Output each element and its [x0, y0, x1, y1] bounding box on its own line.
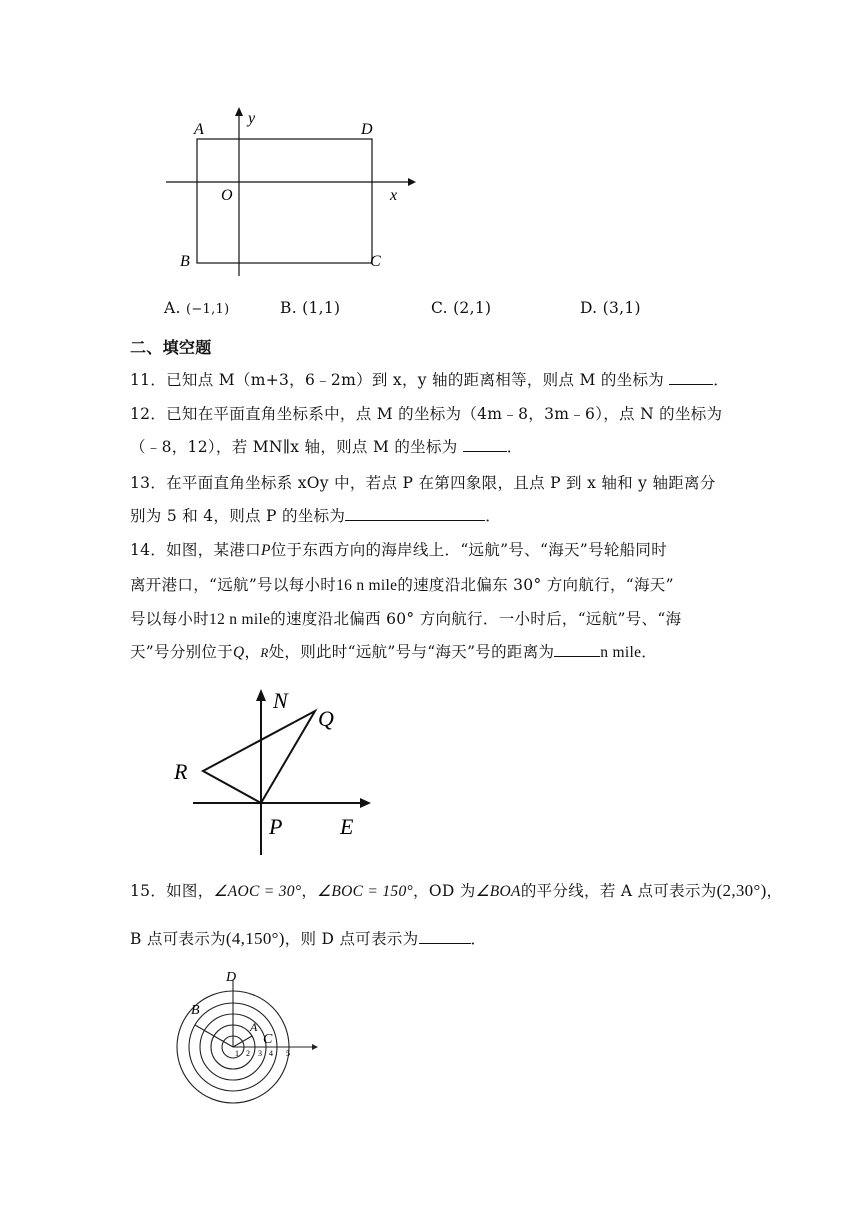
q12-text: （﹣8，12），若 MN∥x 轴，则点 M 的坐标为 [130, 438, 463, 456]
question-13-line2 [130, 506, 501, 526]
polar-rings-figure [160, 962, 330, 1112]
option-c [431, 298, 491, 318]
label-C: C [370, 253, 381, 270]
q11-text: 11．已知点 M（m+3，6﹣2m）到 x，y 轴的距离相等，则点 M 的坐标为 [130, 371, 670, 389]
q15-l1d: ， [766, 882, 783, 900]
section-title: 二、填空题 [130, 338, 212, 357]
option-b-value: (1,1) [302, 299, 341, 317]
option-b-letter: B. [280, 299, 297, 317]
tick-2: 2 [246, 1049, 250, 1058]
question-14-line2 [130, 575, 674, 596]
q14-l4e: 处，则此时“远航”号与“海天”号的距离为 [268, 643, 555, 661]
label-C: C [263, 1032, 273, 1047]
q15-l1c: 的平分线，若 A 点可表示为 [520, 882, 717, 900]
q15-blank [419, 929, 471, 944]
q15-l2a: B 点可表示为 [130, 930, 226, 948]
option-a-letter: A. [164, 299, 181, 317]
question-14-line4 [130, 642, 657, 663]
question-11 [130, 370, 729, 390]
question-14-line3 [130, 609, 681, 630]
q14-point-q: Q [233, 644, 245, 661]
label-A: A [194, 121, 204, 138]
q13-text: 别为 5 和 4，则点 P 的坐标为 [130, 507, 346, 525]
tick-3: 3 [258, 1049, 262, 1058]
option-c-letter: C. [431, 299, 448, 317]
q15-l1b: ，OD 为 [413, 882, 476, 900]
option-d-letter: D. [580, 299, 598, 317]
q15-angle-aoc: ∠AOC = 30° [213, 883, 302, 900]
tick-5: 5 [286, 1049, 290, 1058]
q14-point-p: P [260, 542, 271, 559]
question-12-line2 [130, 437, 523, 457]
q14-point-r: R [260, 645, 269, 660]
q12-blank [463, 437, 507, 452]
q12-end: ． [506, 438, 523, 456]
q14-speed2: 12 n mile [209, 611, 271, 628]
q15-angle-boc: ∠BOC = 150° [317, 883, 414, 900]
q14-l3c: 的速度沿北偏西 60° 方向航行．一小时后，“远航”号、“海 [270, 610, 682, 628]
q14-l1c: 位于东西方向的海岸线上．“远航”号、“海天”号轮船同时 [270, 541, 668, 559]
tick-1: 1 [235, 1049, 239, 1058]
option-c-value: (2,1) [453, 299, 492, 317]
label-R: R [174, 759, 188, 784]
question-12-line1: 12．已知在平面直角坐标系中，点 M 的坐标为（4m﹣8，3m﹣6），点 N 的坐标为 [130, 405, 723, 423]
label-O: O [221, 187, 233, 204]
port-direction-figure [168, 682, 388, 862]
label-P: P [269, 814, 283, 839]
label-E: E [340, 814, 354, 839]
q15-l1a: 15．如图， [130, 882, 214, 900]
q14-l3a: 号以每小时 [130, 610, 210, 628]
label-N: N [273, 688, 288, 713]
question-15-line1 [130, 881, 782, 902]
q14-l4a: 天”号分别位于 [130, 643, 234, 661]
label-Q: Q [318, 706, 334, 731]
tick-4: 4 [269, 1049, 273, 1058]
q15-angle-boa: ∠BOA [475, 883, 521, 900]
option-a-value: (−1,1) [185, 302, 230, 317]
q14-speed1: 16 n mile [336, 577, 398, 594]
q14-l1a: 14．如图，某港口 [130, 541, 261, 559]
question-14-line1 [130, 540, 667, 561]
label-x: x [390, 187, 398, 204]
option-b [280, 298, 340, 318]
option-a [164, 298, 229, 320]
q15-coord-a: (2,30°) [716, 881, 767, 900]
rectangle-coordinate-figure [160, 100, 420, 285]
q15-coord-b: (4,150°) [225, 929, 285, 948]
q14-unit: n mile． [600, 644, 658, 661]
label-B: B [180, 253, 190, 270]
label-D: D [361, 121, 373, 138]
q15-l2b: ，则 D 点可表示为 [284, 930, 419, 948]
q14-l2a: 离开港口，“远航”号以每小时 [130, 576, 337, 594]
q15-end: ． [470, 930, 487, 948]
q14-l4c: ， [244, 643, 261, 661]
q11-blank [669, 370, 713, 385]
label-A: A [250, 1020, 258, 1034]
q11-end: ． [713, 371, 730, 389]
option-d [580, 298, 641, 318]
q13-end: ． [485, 507, 502, 525]
q14-blank [554, 642, 600, 657]
q15-sep1: ， [301, 882, 318, 900]
label-y: y [248, 110, 256, 127]
question-15-line2 [130, 929, 486, 949]
q13-blank [345, 506, 485, 521]
label-B: B [191, 1003, 200, 1018]
q14-l2c: 的速度沿北偏东 30° 方向航行，“海天” [397, 576, 674, 594]
label-D: D [226, 970, 237, 985]
option-d-value: (3,1) [602, 299, 641, 317]
question-13-line1: 13．在平面直角坐标系 xOy 中，若点 P 在第四象限，且点 P 到 x 轴和 y 轴距离分 [130, 474, 716, 492]
